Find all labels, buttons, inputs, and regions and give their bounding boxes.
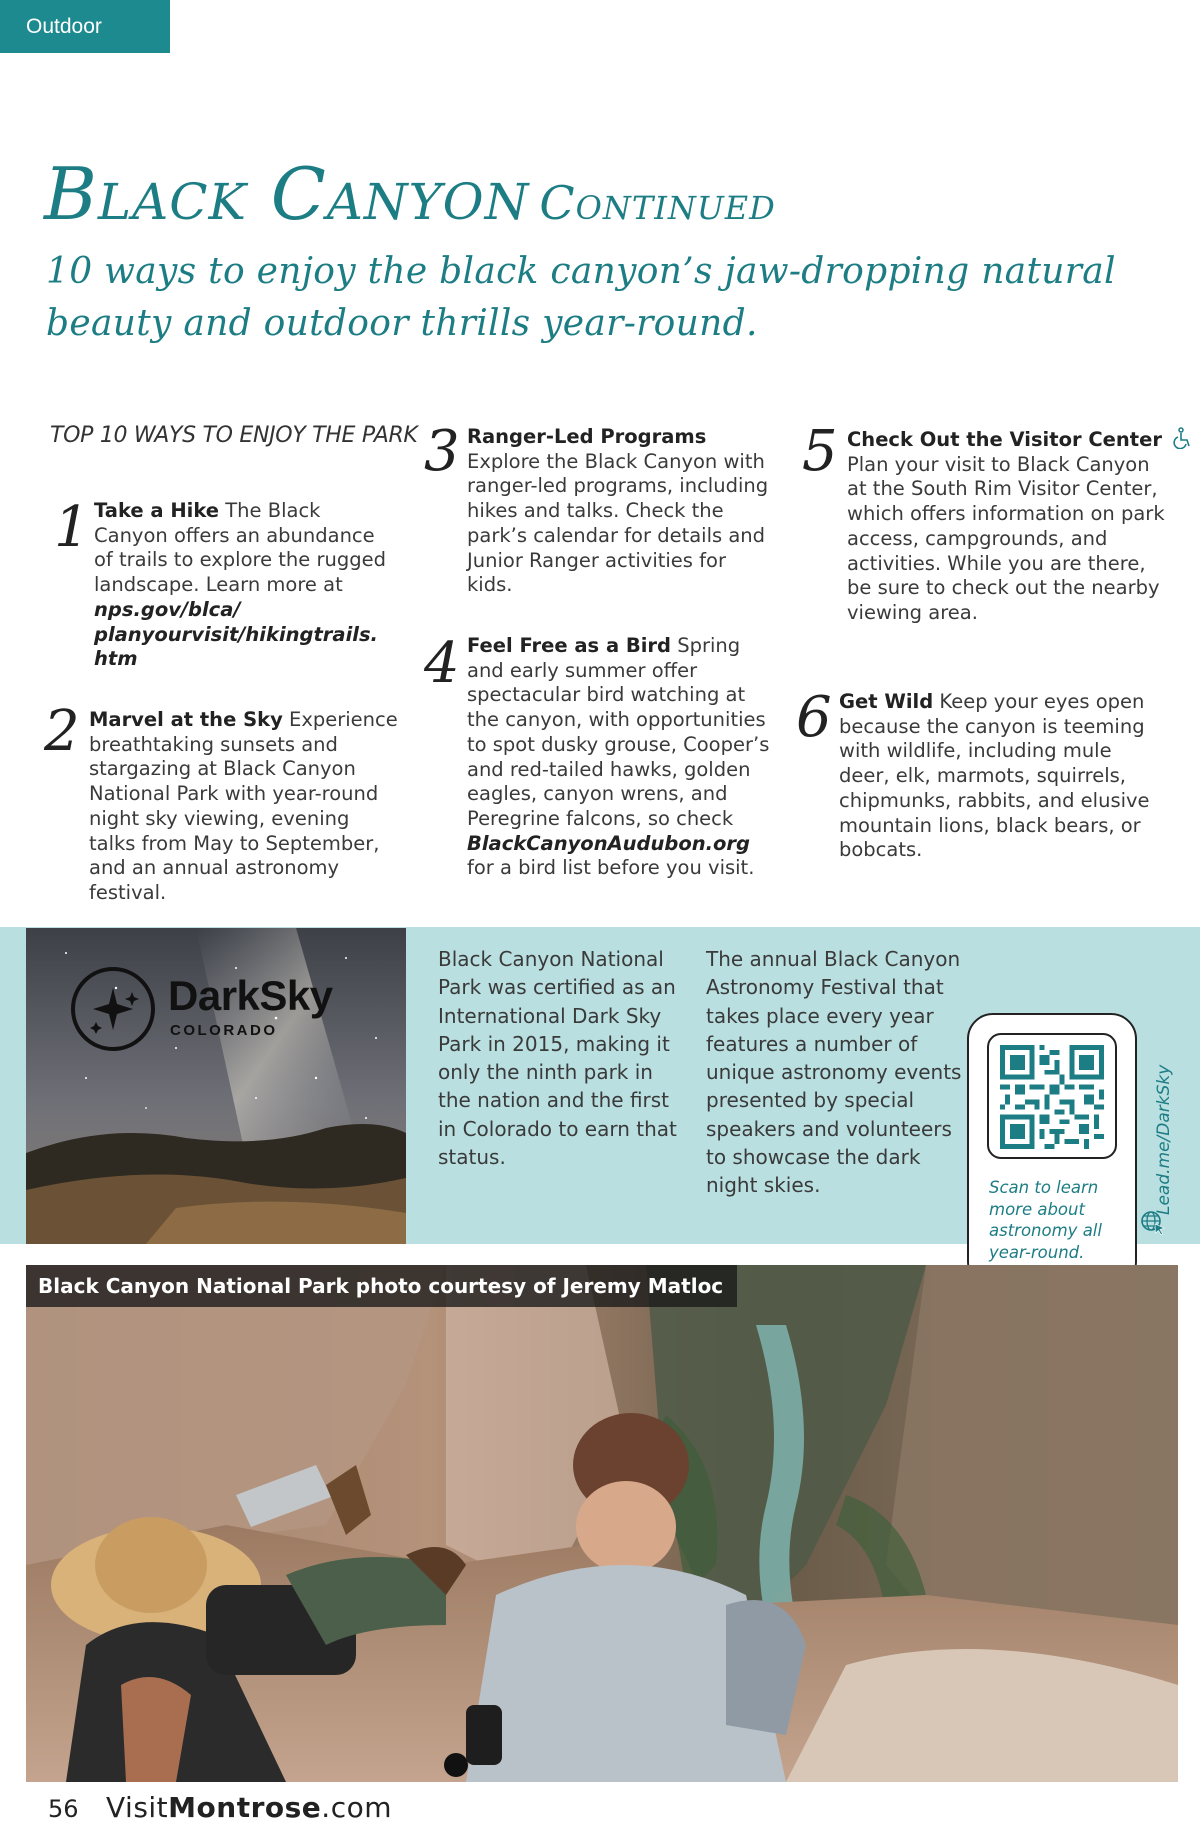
list-item	[847, 427, 1167, 626]
item-number: 5	[802, 419, 838, 484]
item-text: Plan your visit to Black Canyon at the South Rim Visitor Center, which offers information on park access, campgrounds, and activities. While you are there, be sure to check out the nearby viewing area.	[847, 452, 1165, 624]
item-text: Explore the Black Canyon with ranger-led programs, including hikes and talks. Check the park’s calendar for details and Junior Ranger activities for kids.	[467, 449, 769, 597]
item-link[interactable]: BlackCanyonAudubon.org	[467, 831, 751, 855]
item-heading: Ranger-Led Programs	[467, 425, 707, 448]
hero-photo	[26, 1265, 1178, 1782]
photo-credit: Black Canyon National Park photo courtesy of Jeremy Matloc	[26, 1265, 737, 1307]
list-item	[94, 499, 394, 672]
item-heading	[847, 427, 1167, 453]
darksky-logo-subtext: COLORADO	[170, 1022, 278, 1039]
wheelchair-icon	[1173, 427, 1193, 449]
item-number: 3	[424, 419, 460, 484]
band-paragraph-1: Black Canyon National Park was certified as an International Dark Sky Park in 2015, making it only the ninth park in the nation and the first in Colorado to earn that status.	[438, 947, 677, 1170]
item-number: 2	[44, 699, 80, 764]
item-text: Experience breathtaking sunsets and stargazing at Black Canyon National Park with year-round night sky viewing, evening talks from May to September, and an annual astronomy festival.	[89, 708, 398, 904]
site-url[interactable]	[106, 1791, 392, 1824]
qr-caption: Scan to learn more about astronomy all year-round.	[989, 1178, 1102, 1262]
page-title	[44, 152, 776, 236]
site-prefix: Visit	[106, 1791, 169, 1824]
title-sub: Continued	[539, 176, 776, 230]
night-sky-photo	[26, 928, 406, 1244]
list-heading: TOP 10 WAYS TO ENJOY THE PARK	[50, 423, 418, 448]
item-heading: Marvel at the Sky	[89, 708, 283, 731]
darksky-logo-text: DarkSky	[168, 972, 333, 1019]
item-text-after: for a bird list before you visit.	[467, 856, 755, 880]
band-paragraph-2: The annual Black Canyon Astronomy Festival that takes place every year features a number of unique astronomy events presented by special speakers and volunteers to showcase the dark night skies.	[706, 947, 962, 1198]
item-heading: Take a Hike	[94, 499, 220, 522]
list-item	[467, 425, 777, 598]
item-number: 4	[424, 631, 460, 696]
item-text: Spring and early summer offer spectacular bird watching at the canyon, with opportunities to spot dusky grouse, Cooper’s and red-tailed hawks, golden eagles, canyon wrens, and Peregrine falcons, so check	[467, 634, 770, 830]
list-item	[89, 708, 399, 906]
page-number: 56	[48, 1795, 79, 1823]
qr-link-text[interactable]: Lead.me/DarkSky	[1154, 1064, 1174, 1215]
item-number: 1	[54, 495, 90, 560]
item-heading: Get Wild	[839, 690, 934, 713]
qr-code-icon[interactable]	[1000, 1045, 1104, 1149]
item-text: The Black Canyon offers an abundance of trails to explore the rugged landscape. Learn more at	[94, 499, 386, 597]
list-item	[839, 690, 1157, 863]
item-text: Keep your eyes open because the canyon is teeming with wildlife, including mule deer, elk, marmots, squirrels, chipmunks, rabbits, and elusive mountain lions, black bears, or bobcats.	[839, 690, 1150, 862]
item-number: 6	[796, 685, 832, 750]
list-item	[467, 634, 777, 881]
qr-card[interactable]	[967, 1013, 1137, 1288]
qr-frame	[987, 1033, 1117, 1159]
item-heading-text: Check Out the Visitor Center	[847, 428, 1162, 451]
canyon-hikers-image	[26, 1265, 1178, 1782]
site-suffix: .com	[321, 1791, 392, 1824]
item-link[interactable]: nps.gov/blca/ planyourvisit/hikingtrails. htm	[94, 597, 378, 671]
item-heading: Feel Free as a Bird	[467, 634, 672, 657]
title-main: Black Canyon	[44, 152, 530, 236]
site-name: Montrose	[168, 1791, 322, 1824]
darksky-logo-icon	[70, 966, 156, 1052]
page-subtitle: 10 ways to enjoy the black canyon’s jaw-dropping natural beauty and outdoor thrills year-round.	[46, 251, 1116, 344]
section-tag: Outdoor	[0, 0, 170, 53]
